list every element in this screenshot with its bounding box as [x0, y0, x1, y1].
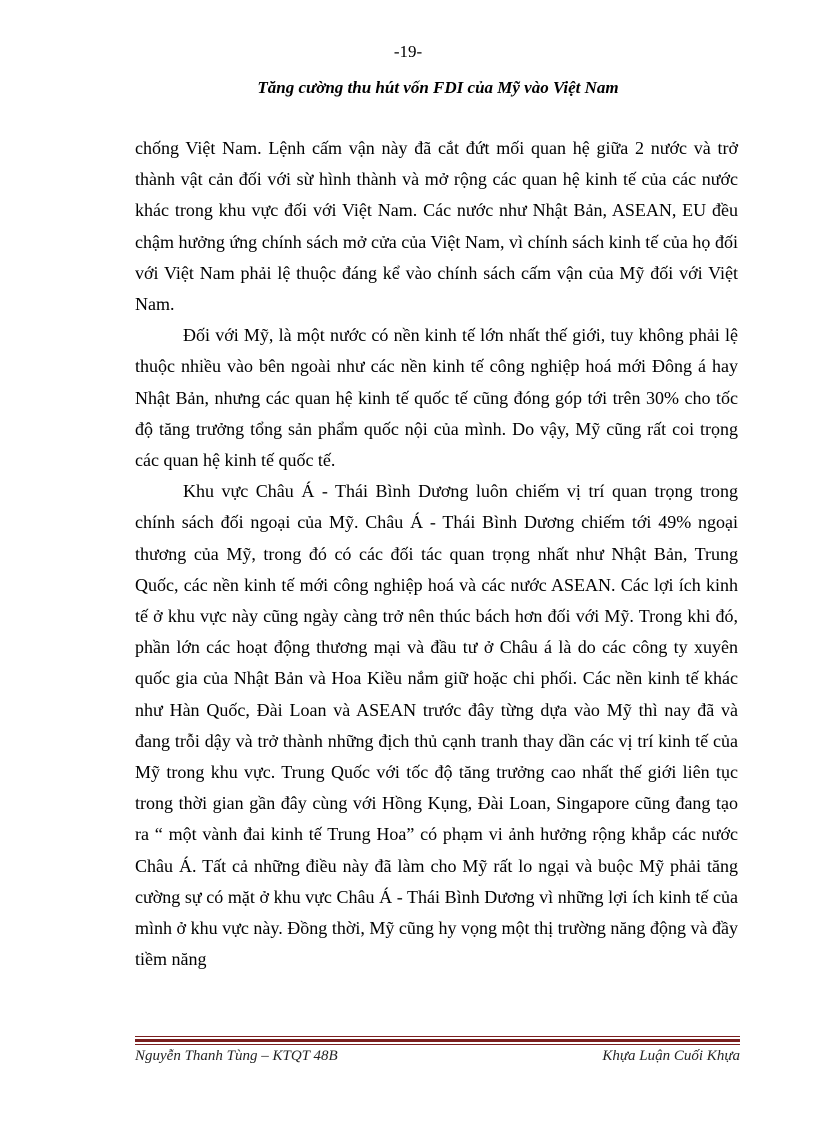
footer-divider-thin-bottom	[135, 1044, 740, 1045]
body-text	[135, 133, 738, 975]
footer-divider-thin-top	[135, 1036, 740, 1037]
running-title: Tăng cường thu hút vốn FDI của Mỹ vào Việt Nam	[257, 78, 619, 97]
footer-author: Nguyễn Thanh Tùng – KTQT 48B	[135, 1048, 338, 1064]
page-number: -19-	[393, 42, 423, 61]
footer-divider-thick	[135, 1039, 740, 1042]
paragraph-3: Khu vực Châu Á - Thái Bình Dương luôn chiếm vị trí quan trọng trong chính sách đối ngoại của Mỹ. Châu Á - Thái Bình Dương chiếm tới 49% ngoại thương của Mỹ, trong đó có các đối tác quan trọng nhất như Nhật Bản, Trung Quốc, các nền kinh tế mới công nghiệp hoá và các nước ASEAN. Các lợi ích kinh tế ở khu vực này cũng ngày càng trở nên thúc bách hơn đối với Mỹ. Trong khi đó, phần lớn các hoạt động thương mại và đầu tư ở Châu á là do các công ty xuyên quốc gia của Nhật Bản và Hoa Kiều nắm giữ hoặc chi phối. Các nền kinh tế khác như Hàn Quốc, Đài Loan và ASEAN trước đây từng dựa vào Mỹ thì nay đã và đang trỗi dậy và trở thành những địch thủ cạnh tranh thay dần các vị trí kinh tế của Mỹ trong khu vực. Trung Quốc với tốc độ tăng trưởng cao nhất thế giới liên tục trong thời gian gần đây cùng với Hồng Kụng, Đài Loan, Singapore cũng đang tạo ra “ một vành đai kinh tế Trung Hoa” có phạm vi ảnh hưởng rộng khắp các nước Châu Á. Tất cả những điều này đã làm cho Mỹ rất lo ngại và buộc Mỹ phải tăng cường sự có mặt ở khu vực Châu Á - Thái Bình Dương vì những lợi ích kinh tế của mình ở khu vực này. Đồng thời, Mỹ cũng hy vọng một thị trường năng động và đầy tiềm năng	[135, 481, 738, 970]
paragraph-2: Đối với Mỹ, là một nước có nền kinh tế lớn nhất thế giới, tuy không phải lệ thuộc nhiều vào bên ngoài như các nền kinh tế công nghiệp hoá mới Đông á hay Nhật Bản, nhưng các quan hệ kinh tế quốc tế cũng đóng góp tới trên 30% cho tốc độ tăng trưởng tổng sản phẩm quốc nội của mình. Do vậy, Mỹ cũng rất coi trọng các quan hệ kinh tế quốc tế.	[135, 325, 738, 471]
footer-label: Khựa Luận Cuối Khựa	[602, 1048, 740, 1064]
paragraph-1: chống Việt Nam. Lệnh cấm vận này đã cắt đứt mối quan hệ giữa 2 nước và trở thành vật cản đối với sừ hình thành và mở rộng các quan hệ kinh tế của các nước khác trong khu vực đối với Việt Nam. Các nước như Nhật Bản, ASEAN, EU đều chậm hưởng ứng chính sách mở cửa của Việt Nam, vì chính sách kinh tế của họ đối với Việt Nam phải lệ thuộc đáng kể vào chính sách cấm vận của Mỹ đối với Việt Nam.	[135, 138, 738, 315]
